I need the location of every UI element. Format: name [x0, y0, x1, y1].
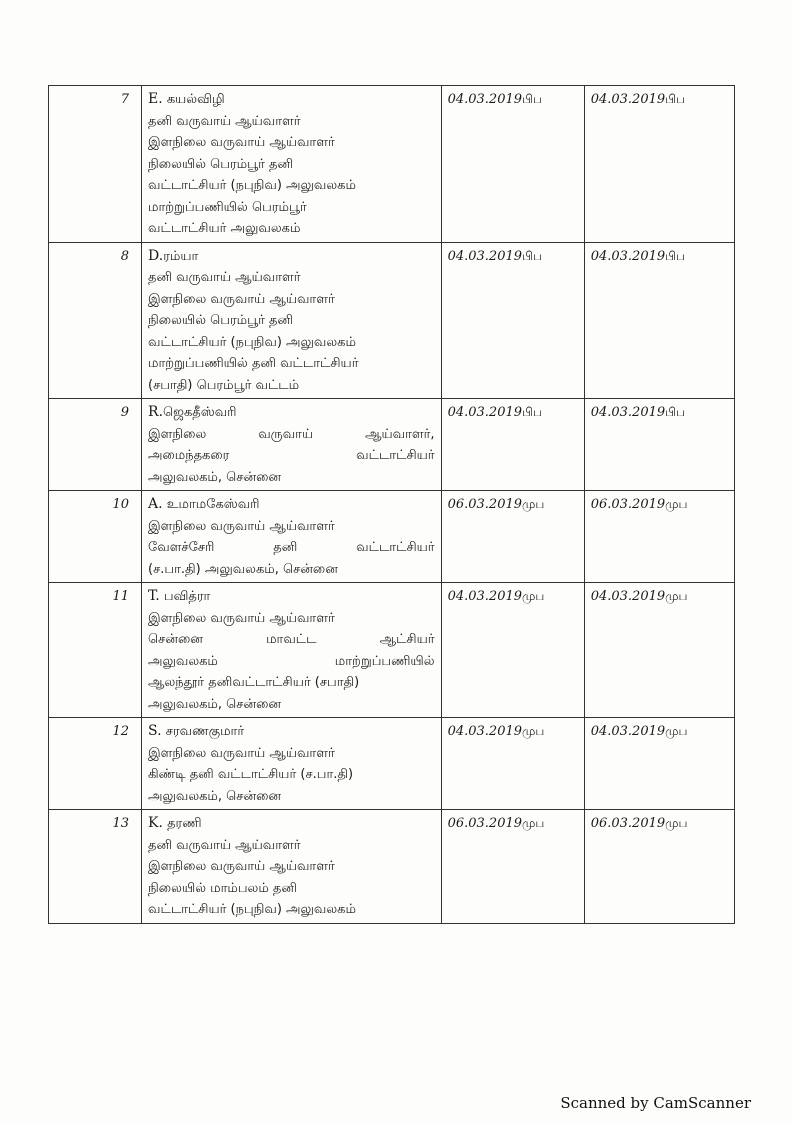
joining-date: [584, 583, 734, 718]
serial-number: 12: [49, 718, 142, 810]
date-session: முப: [665, 497, 688, 511]
employee-name: [148, 494, 435, 516]
name-initial: T.: [148, 588, 160, 604]
date-value: 04.03.2019: [590, 405, 666, 420]
serial-number: 13: [49, 810, 142, 924]
date-value: 04.03.2019: [590, 92, 666, 107]
employee-name: [148, 246, 435, 268]
employee-name: [148, 813, 435, 835]
employee-name: [148, 721, 435, 743]
name-initial: D.: [148, 247, 164, 264]
joining-date: [584, 86, 734, 243]
date-value: 04.03.2019: [447, 405, 523, 420]
designation-line: வட்டாட்சியர் (நபுநிவ) அலுவலகம்: [148, 334, 356, 350]
relieved-date: [441, 242, 584, 399]
designation-line: (சபாதி) பெரம்பூர் வட்டம்: [148, 377, 300, 393]
date-session: பிப: [522, 405, 542, 419]
designation-line: [148, 629, 435, 651]
relieved-date: [441, 583, 584, 718]
name-text: ஜெகதீஸ்வரி: [163, 405, 237, 420]
name-text: உமாமகேஸ்வரி: [162, 497, 260, 512]
serial-number: 9: [49, 399, 142, 491]
employee-name: [148, 586, 435, 608]
designation-line: இளநிலை வருவாய் ஆய்வாளர்: [148, 135, 335, 150]
designation-line: [148, 445, 435, 467]
designation-word: வட்டாட்சியர்: [356, 448, 435, 463]
date-session: முப: [665, 589, 688, 603]
date-value: 06.03.2019: [590, 816, 666, 831]
relieved-date: [441, 491, 584, 583]
joining-date: [584, 242, 734, 399]
designation-word: வேளச்சேரி: [148, 540, 215, 555]
designation-line: கிண்டி தனி வட்டாட்சியர் (ச.பா.தி): [148, 767, 354, 782]
designation-line: [148, 651, 435, 673]
relieved-date: [441, 86, 584, 243]
relieved-date: [441, 810, 584, 924]
name-text: ரம்யா: [163, 248, 199, 264]
serial-number: 10: [49, 491, 142, 583]
designation-line: [148, 537, 435, 559]
employee-details: [142, 242, 442, 399]
designation-line: இளநிலை வருவாய் ஆய்வாளர்: [148, 745, 335, 761]
employee-details: [142, 810, 442, 924]
relieved-date: [441, 399, 584, 491]
date-session: முப: [522, 497, 545, 511]
designation-line: வட்டாட்சியர் (நபுநிவ) அலுவலகம்: [148, 178, 356, 193]
name-text: கயல்விழி: [162, 92, 225, 107]
designation-word: ஆட்சியர்: [379, 632, 435, 647]
date-session: முப: [522, 589, 545, 603]
joining-date: [584, 491, 734, 583]
name-text: தரணி: [162, 816, 202, 831]
date-session: பிப: [665, 92, 686, 106]
date-value: 06.03.2019: [447, 497, 523, 512]
designation-line: இளநிலை வருவாய் ஆய்வாளர்: [148, 518, 335, 534]
scanner-watermark: Scanned by CamScanner: [560, 1094, 751, 1112]
date-value: 04.03.2019: [447, 589, 523, 604]
designation-word: அலுவலகம்: [148, 653, 218, 669]
date-value: 06.03.2019: [590, 497, 666, 512]
designation-line: இளநிலை வருவாய் ஆய்வாளர்: [148, 859, 335, 874]
designation-line: அலுவலகம், சென்னை: [148, 696, 281, 712]
date-session: பிப: [665, 405, 686, 419]
table-row: [49, 810, 735, 924]
serial-number: 11: [49, 583, 142, 718]
date-value: 04.03.2019: [590, 724, 666, 739]
designation-line: தனி வருவாய் ஆய்வாளர்: [148, 837, 301, 853]
table-row: [49, 491, 735, 583]
designation-line: அலுவலகம், சென்னை: [148, 788, 281, 804]
date-session: முப: [665, 816, 688, 830]
designation-line: தனி வருவாய் ஆய்வாளர்: [148, 113, 301, 129]
date-session: பிப: [665, 248, 686, 263]
date-value: 04.03.2019: [447, 92, 523, 107]
designation-line: மாற்றுப்பணியில் பெரம்பூர்: [148, 199, 307, 215]
designation-line: நிலையில் மாம்பலம் தனி: [148, 880, 297, 896]
joining-date: [584, 399, 734, 491]
date-value: 04.03.2019: [447, 724, 523, 739]
date-session: பிப: [522, 248, 542, 263]
table-row: [49, 718, 735, 810]
transfer-table: [48, 85, 735, 924]
designation-word: மாற்றுப்பணியில்: [334, 653, 435, 669]
name-text: பவித்ரா: [159, 589, 211, 604]
serial-number: 8: [49, 242, 142, 399]
designation-line: தனி வருவாய் ஆய்வாளர்: [148, 270, 301, 285]
name-initial: E.: [148, 91, 163, 107]
designation-line: [148, 424, 435, 446]
serial-number: 7: [49, 86, 142, 243]
employee-details: [142, 583, 442, 718]
table-row: [49, 399, 735, 491]
table-body: [49, 86, 735, 924]
joining-date: [584, 718, 734, 810]
designation-word: மாவட்ட: [266, 632, 317, 647]
relieved-date: [441, 718, 584, 810]
date-value: 04.03.2019: [447, 248, 523, 264]
designation-line: அலுவலகம், சென்னை: [148, 469, 281, 485]
employee-details: [142, 399, 442, 491]
designation-line: ஆலந்தூர் தனிவட்டாட்சியர் (சபாதி): [148, 675, 360, 690]
designation-line: நிலையில் பெரம்பூர் தனி: [148, 156, 294, 172]
employee-details: [142, 86, 442, 243]
name-initial: K.: [148, 815, 163, 831]
employee-name: [148, 402, 435, 424]
date-session: பிப: [522, 92, 542, 106]
designation-line: வட்டாட்சியர் (நபுநிவ) அலுவலகம்: [148, 902, 356, 917]
designation-line: வட்டாட்சியர் அலுவலகம்: [148, 221, 301, 236]
name-initial: R.: [148, 404, 164, 420]
table-row: [49, 583, 735, 718]
table-row: [49, 86, 735, 243]
designation-word: வட்டாட்சியர்: [356, 540, 435, 555]
designation-line: மாற்றுப்பணியில் தனி வட்டாட்சியர்: [148, 356, 359, 371]
designation-line: (ச.பா.தி) அலுவலகம், சென்னை: [148, 561, 338, 577]
date-session: முப: [522, 724, 545, 738]
name-text: சரவணகுமார்: [161, 724, 245, 739]
joining-date: [584, 810, 734, 924]
designation-word: இளநிலை: [148, 426, 207, 442]
employee-details: [142, 718, 442, 810]
name-initial: A.: [148, 496, 163, 512]
designation-line: இளநிலை வருவாய் ஆய்வாளர்: [148, 291, 335, 307]
date-value: 06.03.2019: [447, 816, 523, 831]
date-session: முப: [665, 724, 688, 738]
table-row: [49, 242, 735, 399]
date-session: முப: [522, 816, 545, 830]
designation-word: தனி: [273, 540, 298, 555]
designation-line: நிலையில் பெரம்பூர் தனி: [148, 313, 294, 328]
designation-line: இளநிலை வருவாய் ஆய்வாளர்: [148, 610, 335, 626]
designation-word: அமைந்தகரை: [148, 448, 230, 463]
date-value: 04.03.2019: [590, 589, 666, 604]
designation-word: ஆய்வாளர்,: [365, 426, 435, 442]
designation-word: சென்னை: [148, 632, 203, 647]
date-value: 04.03.2019: [590, 248, 666, 264]
designation-word: வருவாய்: [258, 426, 314, 442]
employee-details: [142, 491, 442, 583]
employee-name: [148, 89, 435, 111]
name-initial: S.: [148, 723, 162, 739]
